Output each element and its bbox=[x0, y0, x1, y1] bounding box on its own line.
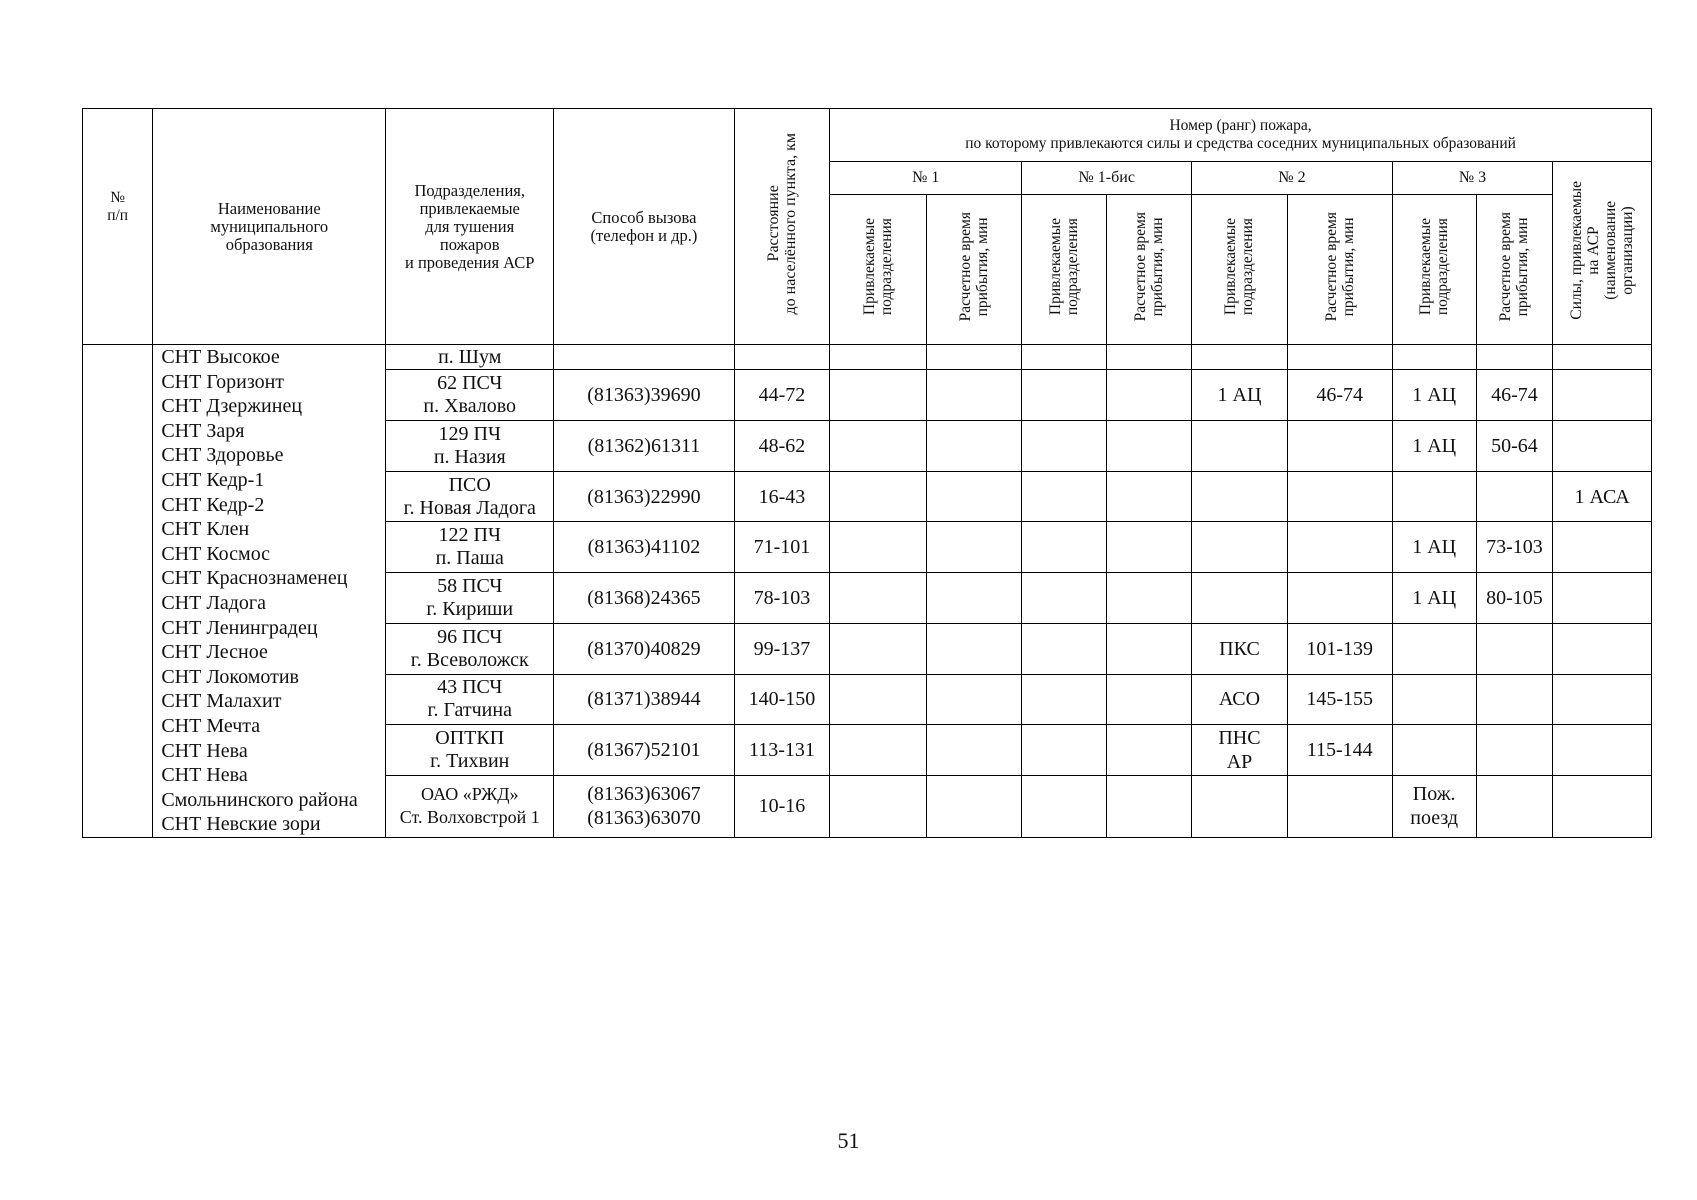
distance-cell: 140-150 bbox=[734, 674, 830, 725]
distance-cell: 16-43 bbox=[734, 471, 830, 522]
r1-units-cell bbox=[830, 573, 927, 624]
header-rank-1: № 1 bbox=[830, 162, 1022, 195]
call-cell: (81363)22990 bbox=[554, 471, 735, 522]
r1bis-time-cell bbox=[1107, 345, 1192, 370]
asr-cell bbox=[1553, 623, 1652, 674]
r1bis-time-cell bbox=[1107, 775, 1192, 837]
municipality-name: СНТ Малахит bbox=[161, 690, 282, 713]
municipality-name: СНТ Локомотив bbox=[161, 665, 299, 688]
r3-units-cell: 1 АЦ bbox=[1392, 573, 1476, 624]
header-call: Способ вызова (телефон и др.) bbox=[554, 109, 735, 345]
header-rank-1bis: № 1-бис bbox=[1022, 162, 1192, 195]
unit-cell: 43 ПСЧ г. Гатчина bbox=[386, 674, 554, 725]
r2-time-cell bbox=[1287, 522, 1392, 573]
municipality-name: СНТ Мечта bbox=[161, 714, 261, 737]
r1bis-time-cell bbox=[1107, 725, 1192, 776]
r3-units-cell: 1 АЦ bbox=[1392, 421, 1476, 472]
header-r2-time: Расчетное время прибытия, мин bbox=[1287, 195, 1392, 345]
asr-cell bbox=[1553, 421, 1652, 472]
municipality-name: СНТ Космос bbox=[161, 542, 271, 565]
table-body bbox=[83, 345, 1652, 838]
call-cell: (81368)24365 bbox=[554, 573, 735, 624]
r1-units-cell bbox=[830, 471, 927, 522]
r1-time-cell bbox=[926, 522, 1022, 573]
r1-units-cell bbox=[830, 345, 927, 370]
r2-units-cell: 1 АЦ bbox=[1192, 370, 1288, 421]
call-cell: (81367)52101 bbox=[554, 725, 735, 776]
municipality-name: СНТ Высокое bbox=[161, 346, 280, 368]
distance-cell: 113-131 bbox=[734, 725, 830, 776]
page-number: 51 bbox=[837, 1128, 860, 1153]
r1bis-units-cell bbox=[1022, 421, 1107, 472]
r1bis-time-cell bbox=[1107, 674, 1192, 725]
r1bis-time-cell bbox=[1107, 471, 1192, 522]
unit-cell: 58 ПСЧ г. Кириши bbox=[386, 573, 554, 624]
header-name: Наименование муниципального образования bbox=[153, 109, 386, 345]
municipality-name: СНТ Краснознаменец bbox=[161, 567, 348, 590]
r1-time-cell bbox=[926, 725, 1022, 776]
r1-units-cell bbox=[830, 674, 927, 725]
r1-time-cell bbox=[926, 775, 1022, 837]
asr-cell bbox=[1553, 775, 1652, 837]
r1bis-time-cell bbox=[1107, 421, 1192, 472]
asr-cell bbox=[1553, 522, 1652, 573]
unit-cell: 96 ПСЧ г. Всеволожск bbox=[386, 623, 554, 674]
r1-time-cell bbox=[926, 573, 1022, 624]
header-rank-2: № 2 bbox=[1192, 162, 1392, 195]
unit-cell: 129 ПЧ п. Назия bbox=[386, 421, 554, 472]
municipality-name: СНТ Нева bbox=[161, 739, 248, 762]
r3-time-cell bbox=[1476, 674, 1553, 725]
r1-units-cell bbox=[830, 421, 927, 472]
distance-cell: 48-62 bbox=[734, 421, 830, 472]
call-cell: (81363)63067 (81363)63070 bbox=[554, 775, 735, 837]
municipality-name: СНТ Здоровье bbox=[161, 444, 284, 467]
r1bis-time-cell bbox=[1107, 370, 1192, 421]
asr-cell bbox=[1553, 573, 1652, 624]
r2-time-cell: 115-144 bbox=[1287, 725, 1392, 776]
r2-units-cell: АСО bbox=[1192, 674, 1288, 725]
r3-time-cell bbox=[1476, 471, 1553, 522]
distance-cell: 44-72 bbox=[734, 370, 830, 421]
r3-time-cell: 80-105 bbox=[1476, 573, 1553, 624]
unit-cell: ПСО г. Новая Ладога bbox=[386, 471, 554, 522]
r1-time-cell bbox=[926, 471, 1022, 522]
unit-cell: ОАО «РЖД» Ст. Волховстрой 1 bbox=[386, 775, 554, 837]
r1bis-units-cell bbox=[1022, 674, 1107, 725]
call-cell bbox=[554, 345, 735, 370]
municipality-name: СНТ Дзержинец bbox=[161, 395, 303, 418]
unit-cell: ОПТКП г. Тихвин bbox=[386, 725, 554, 776]
r3-units-cell bbox=[1392, 623, 1476, 674]
r1-units-cell bbox=[830, 623, 927, 674]
r3-time-cell bbox=[1476, 725, 1553, 776]
r2-time-cell bbox=[1287, 345, 1392, 370]
r3-units-cell: 1 АЦ bbox=[1392, 370, 1476, 421]
r2-units-cell bbox=[1192, 522, 1288, 573]
r1bis-units-cell bbox=[1022, 623, 1107, 674]
r1-units-cell bbox=[830, 775, 927, 837]
call-cell: (81363)41102 bbox=[554, 522, 735, 573]
r2-time-cell bbox=[1287, 471, 1392, 522]
r3-time-cell: 50-64 bbox=[1476, 421, 1553, 472]
header-rank-title: Номер (ранг) пожара, по которому привлекаются силы и средства соседних муниципальных образований bbox=[830, 109, 1652, 162]
municipality-name: СНТ Ладога bbox=[161, 591, 267, 614]
r3-time-cell: 46-74 bbox=[1476, 370, 1553, 421]
r1-units-cell bbox=[830, 725, 927, 776]
municipality-name: СНТ Невские зори bbox=[161, 813, 321, 836]
distance-cell bbox=[734, 345, 830, 370]
municipality-name: Смольнинского района bbox=[161, 788, 358, 811]
r1bis-units-cell bbox=[1022, 370, 1107, 421]
r1bis-units-cell bbox=[1022, 573, 1107, 624]
r2-time-cell bbox=[1287, 421, 1392, 472]
distance-cell: 71-101 bbox=[734, 522, 830, 573]
r2-time-cell: 101-139 bbox=[1287, 623, 1392, 674]
r1bis-units-cell bbox=[1022, 471, 1107, 522]
asr-cell bbox=[1553, 674, 1652, 725]
r2-time-cell bbox=[1287, 573, 1392, 624]
header-num: № п/п bbox=[83, 109, 153, 345]
r3-units-cell bbox=[1392, 345, 1476, 370]
r3-units-cell: Пож. поезд bbox=[1392, 775, 1476, 837]
municipality-name: СНТ Ленинградец bbox=[161, 616, 318, 639]
r3-units-cell: 1 АЦ bbox=[1392, 522, 1476, 573]
r2-units-cell bbox=[1192, 421, 1288, 472]
unit-cell: 62 ПСЧ п. Хвалово bbox=[386, 370, 554, 421]
header-r3-time: Расчетное время прибытия, мин bbox=[1476, 195, 1553, 345]
r1bis-units-cell bbox=[1022, 725, 1107, 776]
r3-time-cell bbox=[1476, 775, 1553, 837]
header-r1-time: Расчетное время прибытия, мин bbox=[926, 195, 1022, 345]
municipality-name: СНТ Клен bbox=[161, 518, 250, 541]
municipality-name: СНТ Лесное bbox=[161, 641, 268, 664]
municipality-name: СНТ Заря bbox=[161, 419, 245, 442]
r1bis-units-cell bbox=[1022, 345, 1107, 370]
r2-units-cell bbox=[1192, 345, 1288, 370]
municipality-names-cell bbox=[153, 345, 386, 838]
municipality-name: СНТ Горизонт bbox=[161, 370, 285, 393]
r2-time-cell: 46-74 bbox=[1287, 370, 1392, 421]
header-distance: Расстояние до населённого пункта, км bbox=[764, 133, 799, 315]
r3-time-cell: 73-103 bbox=[1476, 522, 1553, 573]
distance-cell: 99-137 bbox=[734, 623, 830, 674]
r1bis-units-cell bbox=[1022, 522, 1107, 573]
fire-forces-table-wrap bbox=[82, 108, 1652, 838]
call-cell: (81362)61311 bbox=[554, 421, 735, 472]
r1-time-cell bbox=[926, 421, 1022, 472]
fire-forces-table bbox=[82, 108, 1652, 838]
municipality-name: СНТ Кедр-1 bbox=[161, 468, 265, 491]
r1bis-time-cell bbox=[1107, 573, 1192, 624]
asr-cell bbox=[1553, 725, 1652, 776]
header-r1bis-time: Расчетное время прибытия, мин bbox=[1107, 195, 1192, 345]
r1-time-cell bbox=[926, 674, 1022, 725]
r3-time-cell bbox=[1476, 623, 1553, 674]
header-r3-units: Привлекаемые подразделения bbox=[1392, 195, 1476, 345]
r3-units-cell bbox=[1392, 674, 1476, 725]
header-r1bis-units: Привлекаемые подразделения bbox=[1022, 195, 1107, 345]
r3-time-cell bbox=[1476, 345, 1553, 370]
call-cell: (81370)40829 bbox=[554, 623, 735, 674]
header-asr-cell bbox=[1553, 162, 1652, 345]
r1bis-units-cell bbox=[1022, 775, 1107, 837]
header-rank-3: № 3 bbox=[1392, 162, 1553, 195]
r2-units-cell bbox=[1192, 471, 1288, 522]
r2-time-cell: 145-155 bbox=[1287, 674, 1392, 725]
unit-cell: п. Шум bbox=[386, 345, 554, 370]
table-row bbox=[83, 345, 1652, 370]
row-number-cell bbox=[83, 345, 153, 838]
asr-cell bbox=[1553, 370, 1652, 421]
r3-units-cell bbox=[1392, 471, 1476, 522]
asr-cell: 1 АСА bbox=[1553, 471, 1652, 522]
call-cell: (81371)38944 bbox=[554, 674, 735, 725]
header-units: Подразделения, привлекаемые для тушения пожаров и проведения АСР bbox=[386, 109, 554, 345]
call-cell: (81363)39690 bbox=[554, 370, 735, 421]
r3-units-cell bbox=[1392, 725, 1476, 776]
municipality-name: СНТ Кедр-2 bbox=[161, 493, 265, 516]
r2-units-cell: ПКС bbox=[1192, 623, 1288, 674]
r2-units-cell: ПНС АР bbox=[1192, 725, 1288, 776]
r2-units-cell bbox=[1192, 775, 1288, 837]
header-r2-units: Привлекаемые подразделения bbox=[1192, 195, 1288, 345]
header-distance-cell bbox=[734, 109, 830, 345]
r1bis-time-cell bbox=[1107, 623, 1192, 674]
r1bis-time-cell bbox=[1107, 522, 1192, 573]
r1-units-cell bbox=[830, 522, 927, 573]
r1-time-cell bbox=[926, 623, 1022, 674]
asr-cell bbox=[1553, 345, 1652, 370]
distance-cell: 10-16 bbox=[734, 775, 830, 837]
distance-cell: 78-103 bbox=[734, 573, 830, 624]
header-r1-units: Привлекаемые подразделения bbox=[830, 195, 927, 345]
r2-time-cell bbox=[1287, 775, 1392, 837]
r2-units-cell bbox=[1192, 573, 1288, 624]
municipality-name: СНТ Нева bbox=[161, 764, 248, 787]
r1-time-cell bbox=[926, 345, 1022, 370]
r1-units-cell bbox=[830, 370, 927, 421]
r1-time-cell bbox=[926, 370, 1022, 421]
header-asr: Силы, привлекаемые на АСР (наименование организации) bbox=[1568, 181, 1637, 320]
unit-cell: 122 ПЧ п. Паша bbox=[386, 522, 554, 573]
